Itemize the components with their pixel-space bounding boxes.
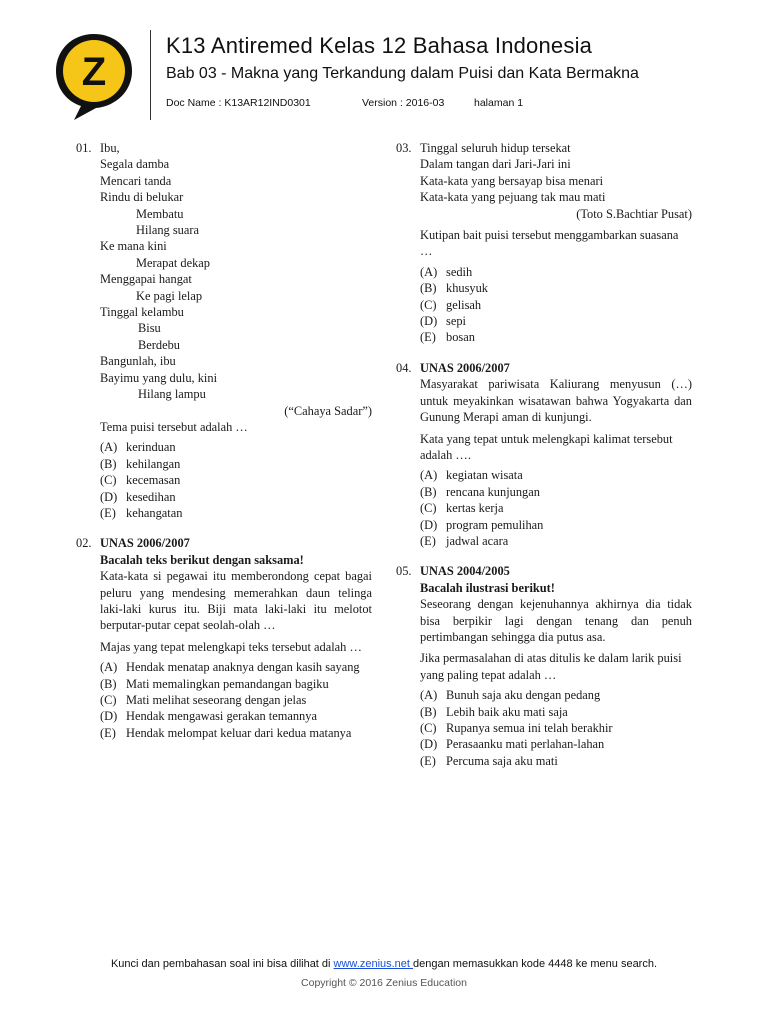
option-a — [420, 687, 692, 703]
option-text: Mati melihat seseorang dengan jelas — [126, 693, 307, 707]
poem — [420, 140, 692, 206]
option-d — [100, 708, 372, 724]
option-label: (D) — [100, 489, 118, 504]
option-text: Bunuh saja aku dengan pedang — [446, 688, 601, 703]
option-text: sedih — [446, 264, 473, 279]
option-e — [420, 533, 692, 549]
poem-line: Tinggal kelambu — [100, 305, 184, 320]
option-label: (A) — [420, 688, 438, 703]
option-text: Lebih baik aku mati saja — [446, 704, 568, 719]
option-text: kehangatan — [126, 505, 183, 520]
question-text: Jika permasalahan di atas ditulis ke dalam larik puisi yang paling tepat adalah … — [420, 651, 682, 682]
passage: Kata-kata si pegawai itu memberondong cepat bagai peluru yang mendesing memerahkan daun telinga laki-laki kurus itu. Biji mata laki-laki itu melotot berputar-putar cepat seolah-olah … — [100, 569, 372, 633]
passage: Masyarakat pariwisata Kaliurang menyusun (…) untuk meyakinkan wisatawan bahwa Yogyakarta dan Gunung Merapi aman di kunjungi. — [420, 377, 692, 425]
option-label: (E) — [100, 725, 116, 740]
question-number: 05. — [396, 564, 412, 579]
poem-line: Merapat dekap — [136, 255, 210, 270]
option-label: (B) — [100, 456, 117, 471]
question-3 — [396, 140, 692, 346]
option-text: Hendak mengawasi gerakan temannya — [126, 709, 317, 724]
page-subtitle: Bab 03 - Makna yang Terkandung dalam Puisi dan Kata Bermakna — [166, 65, 639, 82]
question-number: 01. — [76, 141, 92, 155]
option-text: gelisah — [446, 297, 482, 312]
option-e — [100, 725, 372, 741]
question-text: Majas yang tepat melengkapi teks tersebut adalah … — [100, 639, 362, 654]
options — [420, 467, 692, 549]
option-text: program pemulihan — [446, 517, 544, 532]
option-a — [420, 467, 692, 483]
option-label: (D) — [420, 737, 438, 752]
option-text: kecemasan — [126, 473, 181, 488]
zenius-link[interactable]: www.zenius.net — [333, 958, 414, 970]
poem-line: Hilang lampu — [138, 387, 206, 402]
option-label: (B) — [420, 704, 437, 719]
poem-line: Menggapai hangat — [100, 272, 192, 287]
question-text: Tema puisi tersebut adalah … — [100, 419, 248, 434]
options — [100, 439, 372, 521]
passage: Seseorang dengan kejenuhannya akhirnya dia tidak bisa berpikir lagi dengan tenang dan penuh pertimbangan sehingga dia putus asa. — [420, 597, 692, 644]
option-text: Mati memalingkan pemandangan bagiku — [126, 676, 329, 691]
poem-line: Tinggal seluruh hidup tersekat — [420, 141, 571, 155]
option-e — [100, 505, 372, 521]
option-label: (B) — [100, 676, 117, 691]
poem-line: Bangunlah, ibu — [100, 354, 176, 369]
instruction: Bacalah ilustrasi berikut! — [420, 580, 555, 595]
options — [420, 264, 692, 346]
option-e — [420, 329, 692, 345]
poem-line: Rindu di belukar — [100, 190, 184, 205]
option-label: (E) — [100, 505, 116, 520]
zenius-logo — [52, 30, 136, 122]
poem-line: Mencari tanda — [100, 173, 172, 188]
poem-line: Kata-kata yang pejuang tak mau mati — [420, 190, 606, 205]
option-text: kesedihan — [126, 489, 176, 504]
option-label: (E) — [420, 753, 436, 768]
question-number: 02. — [76, 536, 92, 551]
option-text: rencana kunjungan — [446, 484, 540, 499]
option-text: Hendak menatap anaknya dengan kasih sayang — [126, 660, 360, 675]
exam-label: UNAS 2006/2007 — [420, 360, 510, 375]
option-label: (A) — [100, 440, 118, 455]
poem-line: Membatu — [136, 206, 184, 221]
doc-version: Version : 2016-03 — [362, 97, 445, 109]
question-1 — [76, 140, 372, 521]
question-2 — [76, 535, 372, 741]
question-number: 04. — [396, 360, 412, 375]
poem-line: Ke pagi lelap — [136, 288, 203, 303]
footer-prefix: Kunci dan pembahasan soal ini bisa dilihat di — [110, 958, 334, 970]
poem-line: Bayimu yang dulu, kini — [100, 370, 218, 385]
poem — [100, 140, 372, 403]
option-b — [100, 676, 372, 692]
option-text: Perasaanku mati perlahan-lahan — [446, 737, 605, 752]
option-label: (C) — [100, 473, 117, 488]
option-text: kerinduan — [126, 440, 176, 455]
option-text: Hendak melompat keluar dari kedua matanya — [126, 725, 352, 740]
option-label: (C) — [420, 297, 437, 312]
option-c — [100, 472, 372, 488]
option-text: sepi — [446, 314, 466, 329]
header-divider — [150, 30, 151, 120]
option-label: (D) — [420, 314, 438, 329]
poem-line: Kata-kata yang bersayap bisa menari — [420, 173, 604, 188]
option-text: jadwal acara — [446, 533, 509, 548]
exam-label: UNAS 2006/2007 — [100, 536, 190, 551]
option-b — [420, 280, 692, 296]
page-title: K13 Antiremed Kelas 12 Bahasa Indonesia — [166, 33, 593, 58]
poem-line: Berdebu — [138, 337, 180, 352]
question-text: Kutipan bait puisi tersebut menggambarkan suasana … — [420, 228, 679, 259]
doc-meta — [166, 97, 523, 109]
option-label: (B) — [420, 281, 437, 296]
option-c — [420, 297, 692, 313]
option-b — [100, 456, 372, 472]
option-b — [420, 484, 692, 500]
right-column — [396, 140, 692, 769]
option-d — [420, 517, 692, 533]
option-label: (E) — [420, 330, 436, 345]
option-text: bosan — [446, 330, 475, 345]
options — [100, 659, 372, 741]
footer-note — [0, 958, 768, 970]
option-label: (D) — [100, 709, 118, 724]
option-label: (E) — [420, 533, 436, 548]
option-d — [420, 736, 692, 752]
option-label: (A) — [100, 660, 118, 675]
footer-suffix: dengan memasukkan kode 4448 ke menu search. — [413, 958, 658, 970]
poem-line: Ibu, — [100, 141, 120, 155]
copyright: Copyright © 2016 Zenius Education — [301, 977, 467, 989]
option-text: kehilangan — [126, 456, 181, 471]
option-c — [100, 692, 372, 708]
option-b — [420, 704, 692, 720]
option-text: kegiatan wisata — [446, 468, 523, 483]
option-label: (C) — [420, 501, 437, 516]
option-c — [420, 500, 692, 516]
poem-line: Dalam tangan dari Jari-Jari ini — [420, 157, 571, 172]
poem-source: (“Cahaya Sadar”) — [284, 403, 372, 418]
poem-line: Bisu — [138, 321, 161, 336]
option-a — [100, 659, 372, 675]
poem-line: Ke mana kini — [100, 239, 167, 254]
poem-source: (Toto S.Bachtiar Pusat) — [576, 206, 692, 221]
option-label: (B) — [420, 484, 437, 499]
left-column — [76, 140, 372, 741]
option-label: (A) — [420, 264, 438, 279]
option-label: (D) — [420, 517, 438, 532]
option-text: khusyuk — [446, 281, 488, 296]
poem-line: Hilang suara — [136, 223, 199, 238]
options — [420, 687, 692, 769]
option-label: (C) — [420, 721, 437, 735]
exam-label: UNAS 2004/2005 — [420, 564, 510, 579]
option-a — [100, 439, 372, 455]
option-label: (C) — [100, 693, 117, 707]
option-c — [420, 720, 692, 736]
logo-letter: Z — [81, 50, 107, 94]
question-5 — [396, 563, 692, 769]
question-4 — [396, 360, 692, 549]
question-number: 03. — [396, 141, 412, 155]
option-d — [420, 313, 692, 329]
doc-name: Doc Name : K13AR12IND0301 — [166, 97, 311, 109]
option-text: Percuma saja aku mati — [446, 753, 558, 768]
option-e — [420, 753, 692, 769]
option-label: (A) — [420, 468, 438, 483]
question-text: Kata yang tepat untuk melengkapi kalimat tersebut adalah …. — [420, 431, 673, 462]
poem-line: Segala damba — [100, 157, 170, 172]
instruction: Bacalah teks berikut dengan saksama! — [100, 552, 304, 567]
option-text: kertas kerja — [446, 501, 504, 516]
page-number: halaman 1 — [474, 97, 524, 109]
option-a — [420, 264, 692, 280]
option-text: Rupanya semua ini telah berakhir — [446, 721, 613, 735]
option-d — [100, 489, 372, 505]
